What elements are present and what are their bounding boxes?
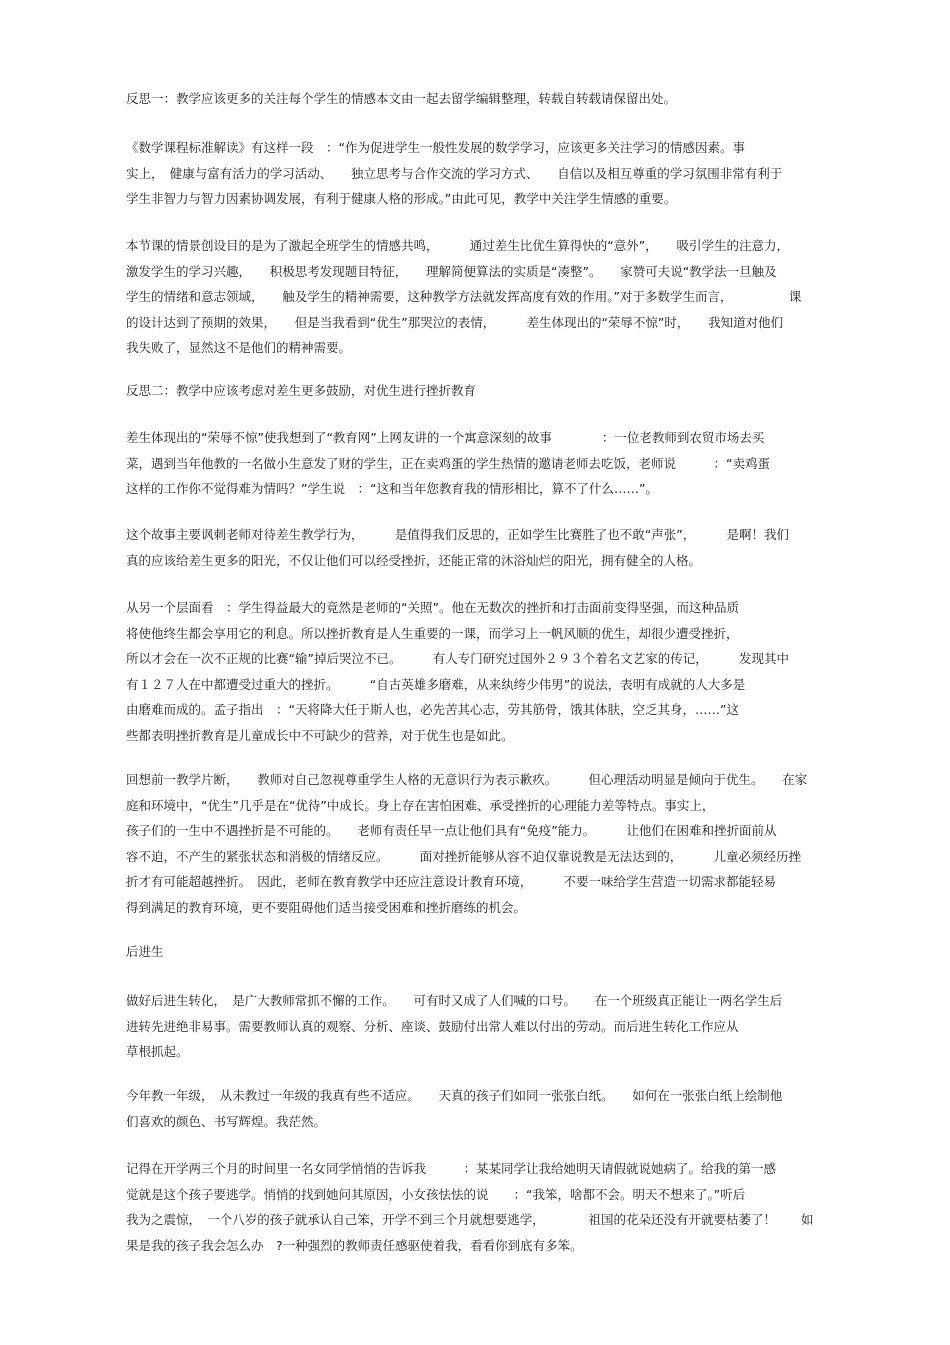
paragraph-reflection-two-title [126,378,826,404]
text-line: 由磨难而成的。孟子指出 ：“天将降大任于斯人也，必先苦其心志，劳其筋骨，饿其体肤，空乏其身，……”这 [126,702,739,717]
text-line: 庭和环境中，“优生”几乎是在“优待”中成长。身上存在害怕困难、承受挫折的心理能力差等特点。事实上， [126,797,715,813]
text-line: 的设计达到了预期的效果， 但是当我看到“优生”那哭泣的表情， 差生体现出的“荣辱不惊”时， 我知道对他们 [126,314,784,330]
paragraph-lesson-design [126,233,826,361]
text-line: 们喜欢的颜色、书写辉煌。我茫然。 [126,1113,327,1129]
text-line: 孩子们的一生中不遇挫折是不可能的。 老师有责任早一点让他们具有“免疫”能力。 让他们在困难和挫折面前从 [126,823,777,838]
text-line: 回想前一教学片断， 教师对自己忽视尊重学生人格的无意识行为表示歉疚。 但心理活动明显是倾向于优生。 在家 [126,772,808,787]
text-line: 菜，遇到当年他教的一名做小生意发了财的学生，正在卖鸡蛋的学生热情的邀请老师去吃饭，老师说 ：“卖鸡蛋 [126,455,770,471]
text-line: 我失败了，显然这不是他们的精神需要。 [126,340,352,355]
text-line: 实上， 健康与富有活力的学习活动、 独立思考与合作交流的学习方式、 自信以及相互尊重的学习氛围非常有利于 [126,165,783,181]
text-line: 这个故事主要讽刺老师对待差生教学行为， 是值得我们反思的，正如学生比赛胜了也不敢“声张”， 是啊！我们 [126,527,789,542]
text-line: 本节课的情景创设目的是为了激起全班学生的情感共鸣， 通过差生比优生算得快的“意外”， 吸引学生的注意力， [126,238,789,253]
text-line: 觉就是这个孩子要逃学。悄悄的找到她问其原因，小女孩怯怯的说 ：“我笨，啥都不会。明天不想来了。”听后 [126,1186,746,1202]
text-line: 从另一个层面看 ：学生得益最大的竟然是老师的“关照”。他在无数次的挫折和打击面前变得坚强，而这种品质 [126,600,739,615]
text-line: 激发学生的学习兴趣， 积极思考发现题目特征， 理解简便算法的实质是“凑整”。 家赞可夫说“教学法一旦触及 [126,263,777,279]
text-line: 容不迫，不产生的紧张状态和消极的情绪反应。 面对挫折能够从容不迫仅靠说教是无法达到的， 儿童必须经历挫 [126,848,802,864]
text-line: 将使他终生都会享用它的利息。所以挫折教育是人生重要的一课，而学习上一帆风顺的优生，却很少遭受挫折， [126,625,739,641]
section-heading-laggard-students [126,939,826,965]
text-line: 有１２７人在中都遭受过重大的挫折。 “自古英雄多磨难，从来纨绔少伟男”的说法，表明有成就的人大多是 [126,676,746,692]
text-line: 做好后进生转化， 是广大教师常抓不懈的工作。 可有时又成了人们喊的口号。 在一个班级真正能让一两名学生后 [126,993,783,1008]
text-line: 《数学课程标准解读》有这样一段 ：“作为促进学生一般性发展的数学学习，应该更多关注学习的情感因素。事 [126,140,745,155]
text-line: 今年教一年级， 从未教过一年级的我真有些不适应。 天真的孩子们如同一张张白纸。 如何在一张张白纸上绘制他 [126,1088,783,1103]
text-line: 记得在开学两三个月的时间里一名女同学悄悄的告诉我 ：某某同学让我给她明天请假就说她病了。给我的第一感 [126,1161,777,1176]
text-line: 所以才会在一次不正规的比赛“输”掉后哭泣不已。 有人专门研究过国外２９３个着名文艺家的传记， 发现其中 [126,651,789,666]
paragraph-frustration-education [126,595,826,748]
text-line: 反思一：教学应该更多的关注每个学生的情感本文由一起去留学编辑整理，转载自转载请保留出处。 [126,91,677,106]
text-line: 学生的情绪和意志领域， 触及学生的精神需要，这种教学方法就发挥高度有效的作用。”对于多数学生而言， 课 [126,289,802,304]
paragraph-transformation [126,988,826,1065]
paragraph-girl-story [126,1156,826,1258]
text-line: 些都表明挫折教育是儿童成长中不可缺少的营养，对于优生也是如此。 [126,727,514,743]
text-line: 反思二：教学中应该考虑对差生更多鼓励，对优生进行挫折教育 [126,383,477,398]
paragraph-story [126,425,826,502]
paragraph-first-grade [126,1083,826,1134]
paragraph-looking-back [126,767,826,920]
text-line: 真的应该给差生更多的阳光，不仅让他们可以经受挫折，还能正常的沐浴灿烂的阳光，拥有健全的人格。 [126,552,702,568]
paragraph-curriculum-quote [126,135,826,212]
text-line: 得到满足的教育环境，更不要阻碍他们适当接受困难和挫折磨练的机会。 [126,899,527,915]
text-line: 折才有可能超越挫折。 因此，老师在教育教学中还应注意设计教育环境， 不要一味给学生营造一切需求都能轻易 [126,874,777,889]
text-line: 我为之震惊， 一个八岁的孩子就承认自己笨，开学不到三个月就想要逃学， 祖国的花朵还没有开就要枯萎了！ 如 [126,1212,814,1227]
text-line: 差生体现出的“荣辱不惊”使我想到了“教育网”上网友讲的一个寓意深刻的故事 ：一位老教师到农贸市场去买 [126,430,765,445]
text-line: 这样的工作你不觉得难为情吗？”学生说 ：“这和当年您教育我的情形相比，算不了什么……”。 [126,481,658,496]
text-line: 后进生 [126,944,164,959]
text-line: 学生非智力与智力因素协调发展，有利于健康人格的形成。”由此可见，教学中关注学生情感的重要。 [126,191,677,206]
text-line: 果是我的孩子我会怎么办 ?一种强烈的教师责任感驱使着我，看看你到底有多笨。 [126,1237,583,1253]
text-line: 进转先进绝非易事。需要教师认真的观察、分析、座谈、鼓励付出常人难以付出的劳动。而后进生转化工作应从 [126,1018,739,1034]
text-line: 草根抓起。 [126,1044,189,1059]
paragraph-story-comment [126,522,826,573]
paragraph-reflection-one-title [126,86,826,112]
